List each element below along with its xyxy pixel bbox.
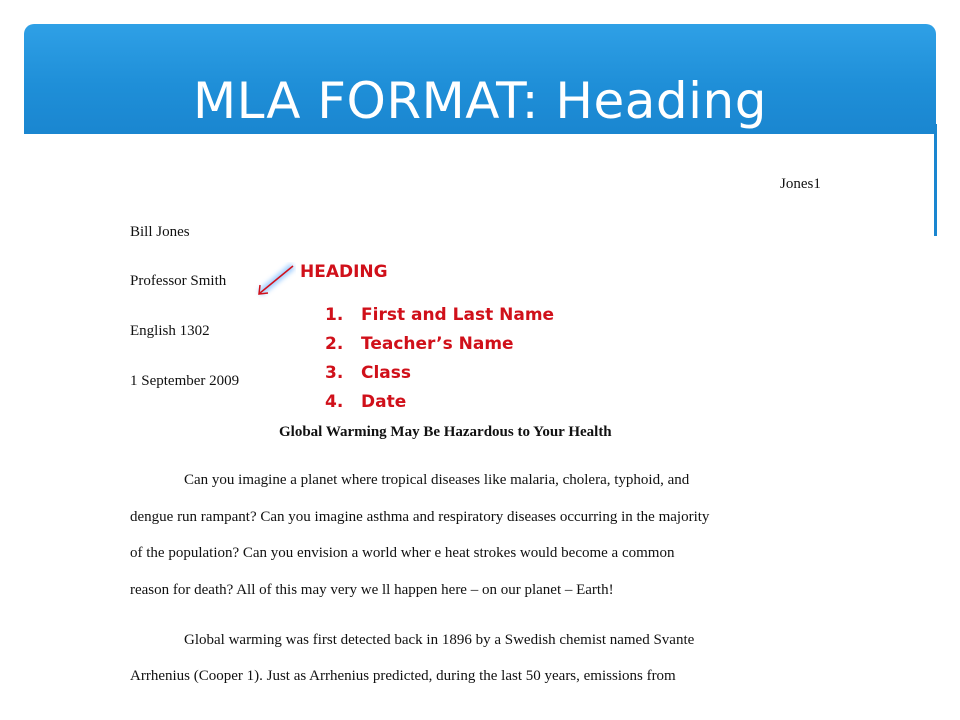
slide-title: MLA FORMAT: Heading bbox=[193, 72, 767, 130]
heading-line-date: 1 September 2009 bbox=[130, 373, 240, 389]
list-item-text: Date bbox=[361, 392, 407, 412]
list-item-text: Teacher’s Name bbox=[361, 334, 514, 354]
heading-line-professor: Professor Smith bbox=[130, 273, 227, 289]
heading-line-class: English 1302 bbox=[130, 323, 210, 339]
list-item-number: 2. bbox=[325, 334, 344, 354]
list-item-text: Class bbox=[361, 363, 412, 383]
arrow-pointer-icon bbox=[250, 262, 296, 302]
list-item bbox=[325, 333, 554, 362]
body-line: Global warming was first detected back in 1896 by a Swedish chemist named Svante bbox=[184, 632, 695, 648]
body-line: Arrhenius (Cooper 1). Just as Arrhenius predicted, during the last 50 years, emissions from bbox=[130, 668, 676, 684]
banner-edge bbox=[934, 124, 937, 236]
heading-callout-label: HEADING bbox=[300, 262, 388, 282]
list-item bbox=[325, 304, 554, 333]
list-item bbox=[325, 391, 554, 420]
heading-line-name: Bill Jones bbox=[130, 224, 190, 240]
list-item-number: 1. bbox=[325, 305, 344, 325]
body-line: dengue run rampant? Can you imagine asthma and respiratory diseases occurring in the majority bbox=[130, 509, 710, 525]
list-item-text: First and Last Name bbox=[361, 305, 555, 325]
body-line: reason for death? All of this may very we ll happen here – on our planet – Earth! bbox=[130, 582, 614, 598]
list-item-number: 4. bbox=[325, 392, 344, 412]
list-item bbox=[325, 362, 554, 391]
heading-requirements-list bbox=[325, 304, 554, 420]
page-header: Jones1 bbox=[780, 176, 821, 192]
body-line: Can you imagine a planet where tropical diseases like malaria, cholera, typhoid, and bbox=[184, 472, 690, 488]
body-line: of the population? Can you envision a world wher e heat strokes would become a common bbox=[130, 545, 675, 561]
essay-title: Global Warming May Be Hazardous to Your Health bbox=[279, 424, 612, 440]
list-item-number: 3. bbox=[325, 363, 344, 383]
